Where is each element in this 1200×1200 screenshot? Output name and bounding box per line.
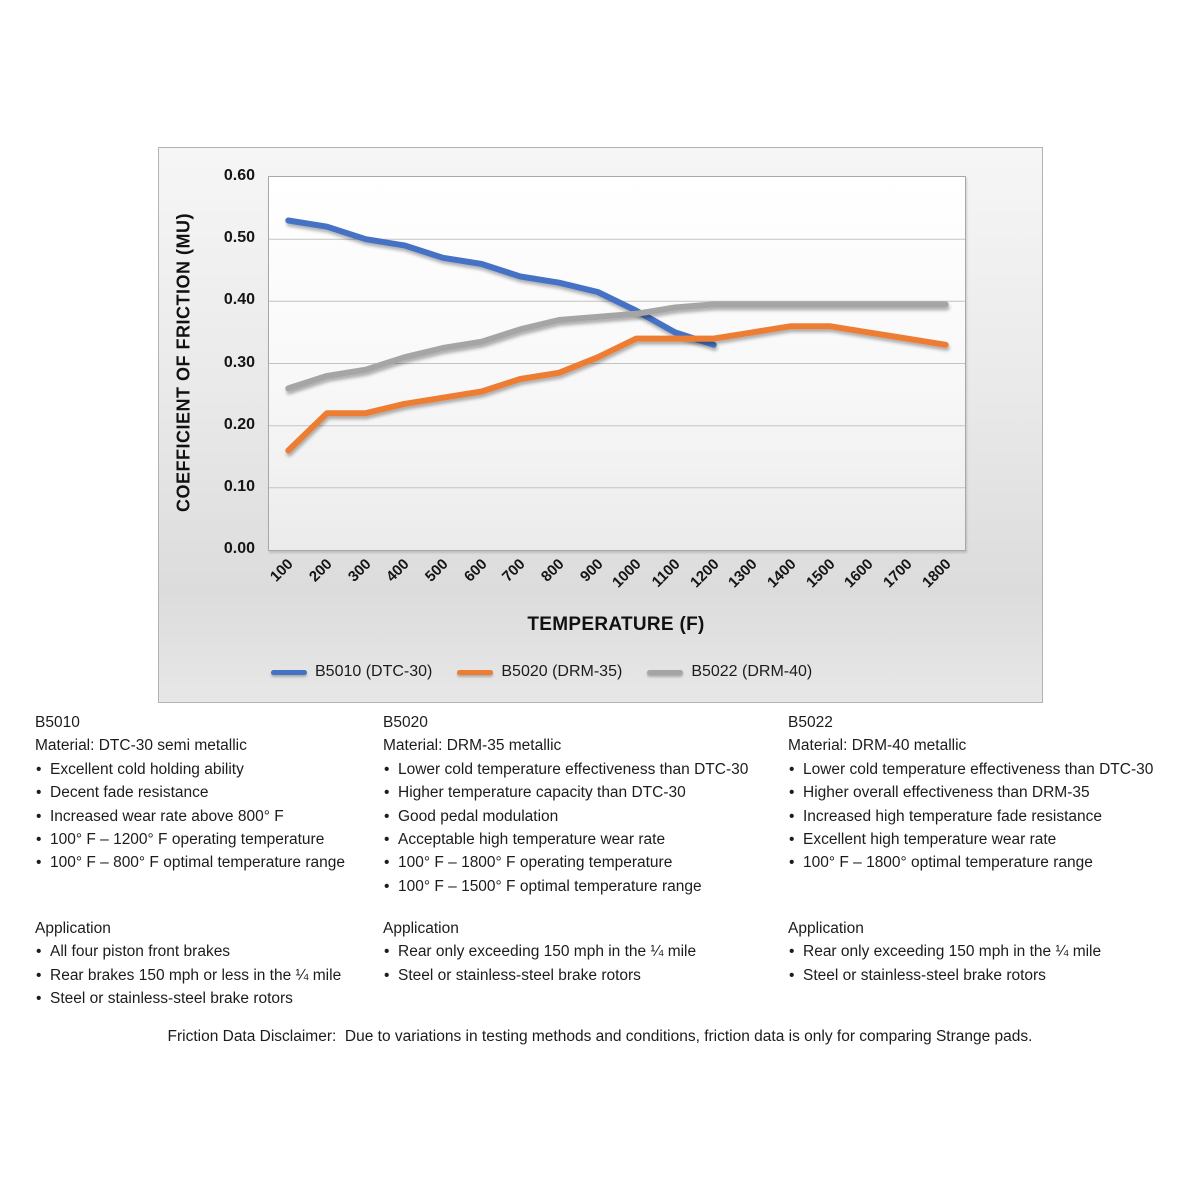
- application-item: • Steel or stainless-steel brake rotors: [35, 987, 380, 1010]
- legend-label: B5020 (DRM-35): [501, 663, 623, 680]
- y-tick-label: 0.60: [223, 167, 255, 184]
- y-tick-label: 0.30: [223, 353, 255, 371]
- friction-data-disclaimer: Friction Data Disclaimer: Due to variations in testing methods and conditions, friction data is only for comparing Strange pads.: [167, 1028, 1033, 1045]
- product-id: B5020: [383, 714, 428, 731]
- x-tick-label: 500: [421, 555, 452, 586]
- line-chart: [269, 177, 965, 550]
- product-feature: • 100° F – 1800° optimal temperature range: [788, 851, 1188, 874]
- series-lines: [288, 221, 945, 451]
- product-feature: • Lower cold temperature effectiveness than DTC-30: [788, 758, 1188, 781]
- product-feature: • Excellent cold holding ability: [35, 758, 380, 781]
- x-tick-label: 1200: [686, 555, 723, 592]
- x-tick-label: 1800: [918, 555, 955, 592]
- legend-label: B5010 (DTC-30): [315, 663, 433, 680]
- legend-item: [457, 663, 622, 681]
- application-item: • Rear only exceeding 150 mph in the ¼ mile: [383, 940, 778, 963]
- application-item: • Rear only exceeding 150 mph in the ¼ mile: [788, 940, 1188, 963]
- product-feature: • Increased wear rate above 800° F: [35, 805, 380, 828]
- y-tick-label: 0.00: [223, 540, 255, 557]
- x-tick-label: 900: [576, 555, 607, 586]
- y-tick-label: 0.20: [223, 415, 255, 433]
- plot-area: [268, 176, 966, 551]
- x-tick-label: 700: [499, 555, 529, 586]
- gridlines: [269, 239, 965, 488]
- legend-item: [271, 663, 432, 681]
- x-tick-label: 1400: [764, 555, 800, 592]
- product-feature: • Decent fade resistance: [35, 781, 380, 804]
- x-tick-label: 300: [344, 555, 375, 586]
- product-material: Material: DRM-40 metallic: [788, 737, 967, 755]
- application-title: Application: [35, 920, 111, 937]
- x-tick-label: 1600: [841, 555, 877, 592]
- product-material: Material: DRM-35 metallic: [383, 737, 562, 755]
- application-title: Application: [788, 920, 864, 937]
- product-id: B5010: [35, 714, 80, 731]
- product-feature: • Excellent high temperature wear rate: [788, 828, 1188, 851]
- application-item: • Steel or stainless-steel brake rotors: [383, 964, 778, 987]
- product-feature: • Higher temperature capacity than DTC-30: [383, 781, 778, 804]
- legend-line-swatch: [271, 670, 307, 675]
- product-feature: • 100° F – 1800° F operating temperature: [383, 851, 778, 874]
- application-title: Application: [383, 920, 459, 937]
- product-feature: • Acceptable high temperature wear rate: [383, 828, 778, 851]
- x-tick-label: 200: [305, 555, 336, 586]
- application-b5020: [383, 917, 778, 987]
- legend-line-swatch: [457, 670, 493, 675]
- product-feature: • Lower cold temperature effectiveness than DTC-30: [383, 758, 778, 781]
- x-axis-title: TEMPERATURE (F): [527, 614, 705, 635]
- application-b5022: [788, 917, 1188, 987]
- x-tick-label: 800: [537, 555, 568, 586]
- application-item: • Rear brakes 150 mph or less in the ¼ mile: [35, 964, 380, 987]
- series-line-b5020: [288, 326, 945, 450]
- x-tick-label: 1100: [648, 555, 684, 591]
- application-item: • Steel or stainless-steel brake rotors: [788, 964, 1188, 987]
- application-b5010: [35, 917, 380, 1011]
- y-tick-label: 0.50: [223, 229, 255, 247]
- x-tick-label: 1000: [609, 555, 645, 592]
- product-feature: • Higher overall effectiveness than DRM-35: [788, 781, 1188, 804]
- legend-line-swatch: [647, 670, 683, 675]
- x-tick-label: 1300: [725, 555, 761, 592]
- x-tick-label: 100: [267, 555, 297, 586]
- y-axis-title: COEFFICIENT OF FRICTION (MU): [173, 213, 194, 512]
- product-info-b5022: [788, 711, 1188, 875]
- legend-item: [647, 663, 812, 681]
- chart-legend: [271, 663, 812, 681]
- y-tick-label: 0.40: [223, 291, 255, 309]
- x-tick-label: 600: [460, 555, 491, 586]
- product-feature: • 100° F – 1200° F operating temperature: [35, 828, 380, 851]
- x-tick-label: 1500: [802, 555, 839, 592]
- product-feature: • 100° F – 800° F optimal temperature range: [35, 851, 380, 874]
- x-tick-label: 1700: [880, 555, 916, 592]
- product-info-b5010: [35, 711, 380, 875]
- friction-chart-panel: [158, 147, 1043, 703]
- y-tick-label: 0.10: [223, 477, 255, 495]
- legend-label: B5022 (DRM-40): [691, 663, 813, 680]
- x-tick-label: 400: [383, 555, 413, 586]
- product-info-b5020: [383, 711, 778, 898]
- product-id: B5022: [788, 714, 833, 731]
- application-item: • All four piston front brakes: [35, 940, 380, 963]
- product-feature: • Good pedal modulation: [383, 805, 778, 828]
- product-material: Material: DTC-30 semi metallic: [35, 737, 247, 755]
- product-feature: • Increased high temperature fade resistance: [788, 805, 1188, 828]
- product-feature: • 100° F – 1500° F optimal temperature range: [383, 875, 778, 898]
